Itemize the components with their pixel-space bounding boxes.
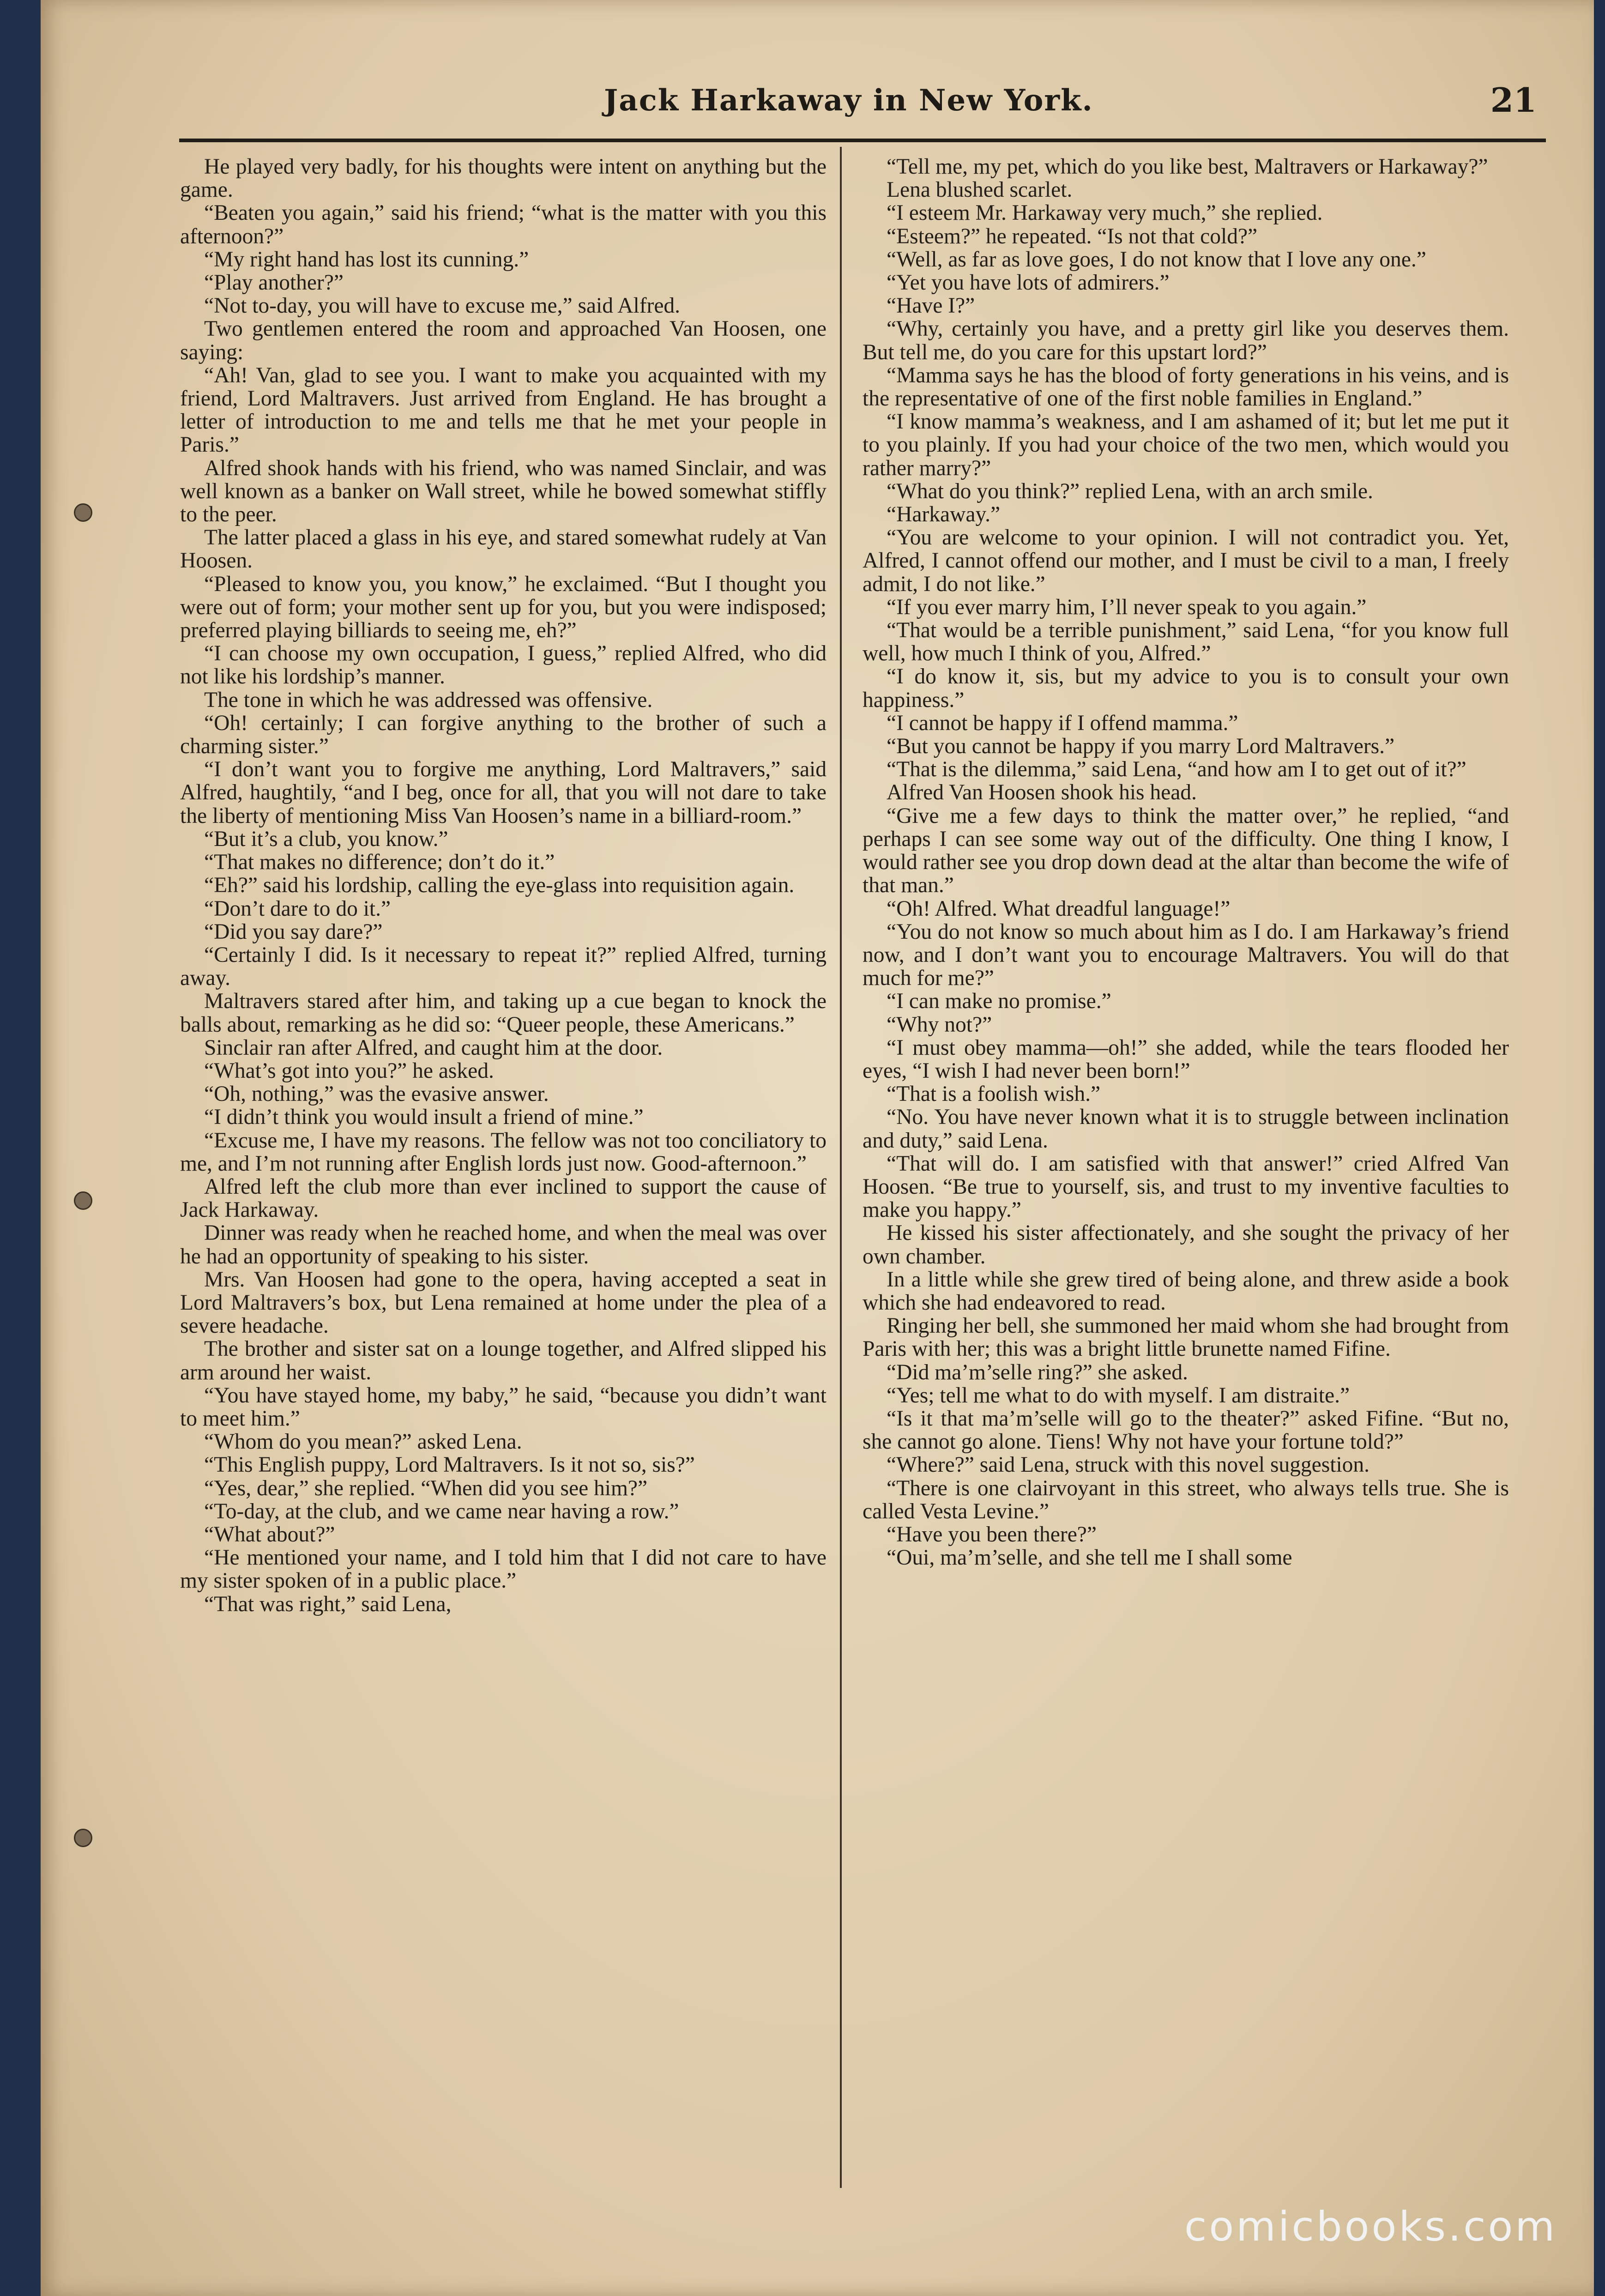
paragraph: “Esteem?” he repeated. “Is not that cold?” xyxy=(887,224,1258,248)
paragraph: Alfred left the club more than ever inclined to support the cause of Jack Harkaway. xyxy=(180,1174,827,1222)
paragraph: “You have stayed home, my baby,” he said, “because you didn’t want to meet him.” xyxy=(180,1383,827,1431)
paragraph: “Well, as far as love goes, I do not know that I love any one.” xyxy=(887,247,1426,272)
binding-hole xyxy=(74,1191,92,1210)
paragraph: “Eh?” said his lordship, calling the eye-glass into requisition again. xyxy=(204,873,795,898)
paragraph: “I can make no promise.” xyxy=(887,989,1111,1014)
paragraph: “That is a foolish wish.” xyxy=(887,1082,1101,1106)
paragraph: “Don’t dare to do it.” xyxy=(204,896,391,921)
paragraph: “No. You have never known what it is to struggle between inclination and duty,” said Lena. xyxy=(863,1105,1509,1153)
paragraph: “Did you say dare?” xyxy=(204,919,383,944)
paragraph: “That was right,” said Lena, xyxy=(204,1592,452,1616)
paragraph: Ringing her bell, she summoned her maid whom she had brought from Paris with her; this was a bright little brunette named Fifine. xyxy=(863,1314,1509,1361)
paragraph: “I don’t want you to forgive me anything, Lord Maltravers,” said Alfred, haughtily, “and I beg, once for all, that you will not dare to take the liberty of mentioning Miss Van Hoosen’s name in a billiard-room.” xyxy=(180,757,827,828)
running-title: Jack Harkaway in New York. xyxy=(604,83,1093,118)
paragraph: “I do know it, sis, but my advice to you is to consult your own happiness.” xyxy=(863,665,1509,712)
paragraph: Sinclair ran after Alfred, and caught him at the door. xyxy=(204,1035,663,1060)
paragraph: “What about?” xyxy=(204,1522,335,1547)
paragraph: “That is the dilemma,” said Lena, “and how am I to get out of it?” xyxy=(887,757,1466,782)
paragraph: Mrs. Van Hoosen had gone to the opera, having accepted a seat in Lord Maltravers’s box, but Lena remained at home under the plea of a severe headache. xyxy=(180,1267,827,1338)
paragraph: “To-day, at the club, and we came near having a row.” xyxy=(204,1499,679,1523)
paragraph: “Tell me, my pet, which do you like best, Maltravers or Harkaway?” xyxy=(887,155,1488,179)
paragraph: Alfred shook hands with his friend, who was named Sinclair, and was well known as a banker on Wall street, while he bowed somewhat stiffly to the peer. xyxy=(180,456,827,527)
paragraph: “That would be a terrible punishment,” said Lena, “for you know full well, how much I think of you, Alfred.” xyxy=(863,618,1509,666)
paragraph: “Yes; tell me what to do with myself. I am distraite.” xyxy=(887,1383,1350,1408)
paragraph: In a little while she grew tired of being alone, and threw aside a book which she had endeavored to read. xyxy=(863,1267,1509,1315)
paragraph: “I esteem Mr. Harkaway very much,” she replied. xyxy=(887,201,1323,225)
paragraph: “What do you think?” replied Lena, with an arch smile. xyxy=(887,479,1373,503)
paragraph: Dinner was ready when he reached home, and when the meal was over he had an opportunity of speaking to his sister. xyxy=(180,1221,827,1269)
paragraph: Maltravers stared after him, and taking up a cue began to knock the balls about, remarking as he did so: “Queer people, these Americans.” xyxy=(180,989,827,1037)
paragraph: “Mamma says he has the blood of forty generations in his veins, and is the representative of one of the first noble families in England.” xyxy=(863,363,1509,411)
paragraph: “Ah! Van, glad to see you. I want to make you acquainted with my friend, Lord Maltravers. Just arrived from England. He has brought a letter of introduction to me and tells me that he met your people in Paris.” xyxy=(180,363,827,457)
paragraph: “Certainly I did. Is it necessary to repeat it?” replied Alfred, turning away. xyxy=(180,943,827,991)
watermark: comicbooks.com xyxy=(1184,2203,1557,2250)
paragraph: “Excuse me, I have my reasons. The fellow was not too conciliatory to me, and I’m not running after English lords just now. Good-afternoon.” xyxy=(180,1128,827,1176)
paragraph: The tone in which he was addressed was offensive. xyxy=(204,688,653,712)
binding-hole xyxy=(74,503,92,522)
page-number: 21 xyxy=(1490,80,1537,120)
header-rule xyxy=(179,139,1546,142)
paragraph: “You do not know so much about him as I do. I am Harkaway’s friend now, and I don’t want you to encourage Maltravers. You will do that much for me?” xyxy=(863,919,1509,991)
paragraph: Two gentlemen entered the room and approached Van Hoosen, one saying: xyxy=(180,317,827,364)
paragraph: “Give me a few days to think the matter over,” he replied, “and perhaps I can see some way out of the difficulty. One thing I know, I would rather see you drop down dead at the altar than become the wife of that man.” xyxy=(863,804,1509,898)
paragraph: “Oh, nothing,” was the evasive answer. xyxy=(204,1082,549,1106)
paragraph: Lena blushed scarlet. xyxy=(887,178,1073,202)
paragraph: The brother and sister sat on a lounge together, and Alfred slipped his arm around her waist. xyxy=(180,1337,827,1384)
paragraph: The latter placed a glass in his eye, and stared somewhat rudely at Van Hoosen. xyxy=(180,526,827,573)
paragraph: “You are welcome to your opinion. I will not contradict you. Yet, Alfred, I cannot offend our mother, and I must be civil to a man, I freely admit, I do not like.” xyxy=(863,526,1509,596)
paragraph: “If you ever marry him, I’ll never speak to you again.” xyxy=(887,595,1367,619)
paragraph: “That will do. I am satisfied with that answer!” cried Alfred Van Hoosen. “Be true to yourself, sis, and trust to my inventive faculties to make you happy.” xyxy=(863,1151,1509,1222)
page-header xyxy=(179,69,1546,143)
paragraph: “But you cannot be happy if you marry Lord Maltravers.” xyxy=(887,734,1395,759)
paragraph: “Where?” said Lena, struck with this novel suggestion. xyxy=(887,1453,1370,1477)
paragraph: “Not to-day, you will have to excuse me,” said Alfred. xyxy=(204,294,681,318)
paragraph: “Yes, dear,” she replied. “When did you see him?” xyxy=(204,1476,648,1500)
paragraph: He played very badly, for his thoughts were intent on anything but the game. xyxy=(180,155,827,202)
paragraph: “Is it that ma’m’selle will go to the theater?” asked Fifine. “But no, she cannot go alone. Tiens! Why not have your fortune told?” xyxy=(863,1406,1509,1454)
paragraph: “I know mamma’s weakness, and I am ashamed of it; but let me put it to you plainly. If you had your choice of the two men, which would you rather marry?” xyxy=(863,410,1509,480)
paragraph: “Oh! certainly; I can forgive anything to the brother of such a charming sister.” xyxy=(180,711,827,759)
paragraph: “I didn’t think you would insult a friend of mine.” xyxy=(204,1105,644,1130)
paragraph: “There is one clairvoyant in this street, who always tells true. She is called Vesta Levine.” xyxy=(863,1476,1509,1523)
paragraph: “Yet you have lots of admirers.” xyxy=(887,271,1170,295)
paragraph: “What’s got into you?” he asked. xyxy=(204,1058,494,1083)
paragraph: “Why, certainly you have, and a pretty girl like you deserves them. But tell me, do you care for this upstart lord?” xyxy=(863,317,1509,364)
paragraph: Alfred Van Hoosen shook his head. xyxy=(887,780,1197,805)
paragraph: “That makes no difference; don’t do it.” xyxy=(204,850,555,875)
paragraph: “But it’s a club, you know.” xyxy=(204,827,448,851)
paragraph: “Whom do you mean?” asked Lena. xyxy=(204,1430,522,1454)
paragraph: “I must obey mamma—oh!” she added, while the tears flooded her eyes, “I wish I had never been born!” xyxy=(863,1035,1509,1083)
paragraph: “Did ma’m’selle ring?” she asked. xyxy=(887,1360,1188,1384)
text-column-left xyxy=(180,155,827,1616)
paragraph: “Why not?” xyxy=(887,1012,992,1037)
column-divider xyxy=(840,147,842,2188)
paragraph: “My right hand has lost its cunning.” xyxy=(204,247,529,272)
paragraph: “Oh! Alfred. What dreadful language!” xyxy=(887,896,1231,921)
paragraph: He kissed his sister affectionately, and she sought the privacy of her own chamber. xyxy=(863,1221,1509,1269)
text-column-right xyxy=(863,155,1509,1569)
paragraph: “Have I?” xyxy=(887,294,975,318)
paragraph: “I can choose my own occupation, I guess,” replied Alfred, who did not like his lordship’s manner. xyxy=(180,641,827,689)
paragraph: “I cannot be happy if I offend mamma.” xyxy=(887,711,1238,735)
paragraph: “Beaten you again,” said his friend; “what is the matter with you this afternoon?” xyxy=(180,201,827,248)
paragraph: “Harkaway.” xyxy=(887,502,1001,527)
paragraph: “This English puppy, Lord Maltravers. Is it not so, sis?” xyxy=(204,1453,695,1477)
paragraph: “Play another?” xyxy=(204,271,344,295)
paragraph: “Pleased to know you, you know,” he exclaimed. “But I thought you were out of form; your mother sent up for you, but you were indisposed; preferred playing billiards to seeing me, eh?” xyxy=(180,572,827,643)
paragraph: “He mentioned your name, and I told him that I did not care to have my sister spoken of in a public place.” xyxy=(180,1546,827,1593)
paragraph: “Have you been there?” xyxy=(887,1522,1097,1547)
paragraph: “Oui, ma’m’selle, and she tell me I shall some xyxy=(887,1546,1292,1570)
binding-hole xyxy=(74,1829,92,1847)
